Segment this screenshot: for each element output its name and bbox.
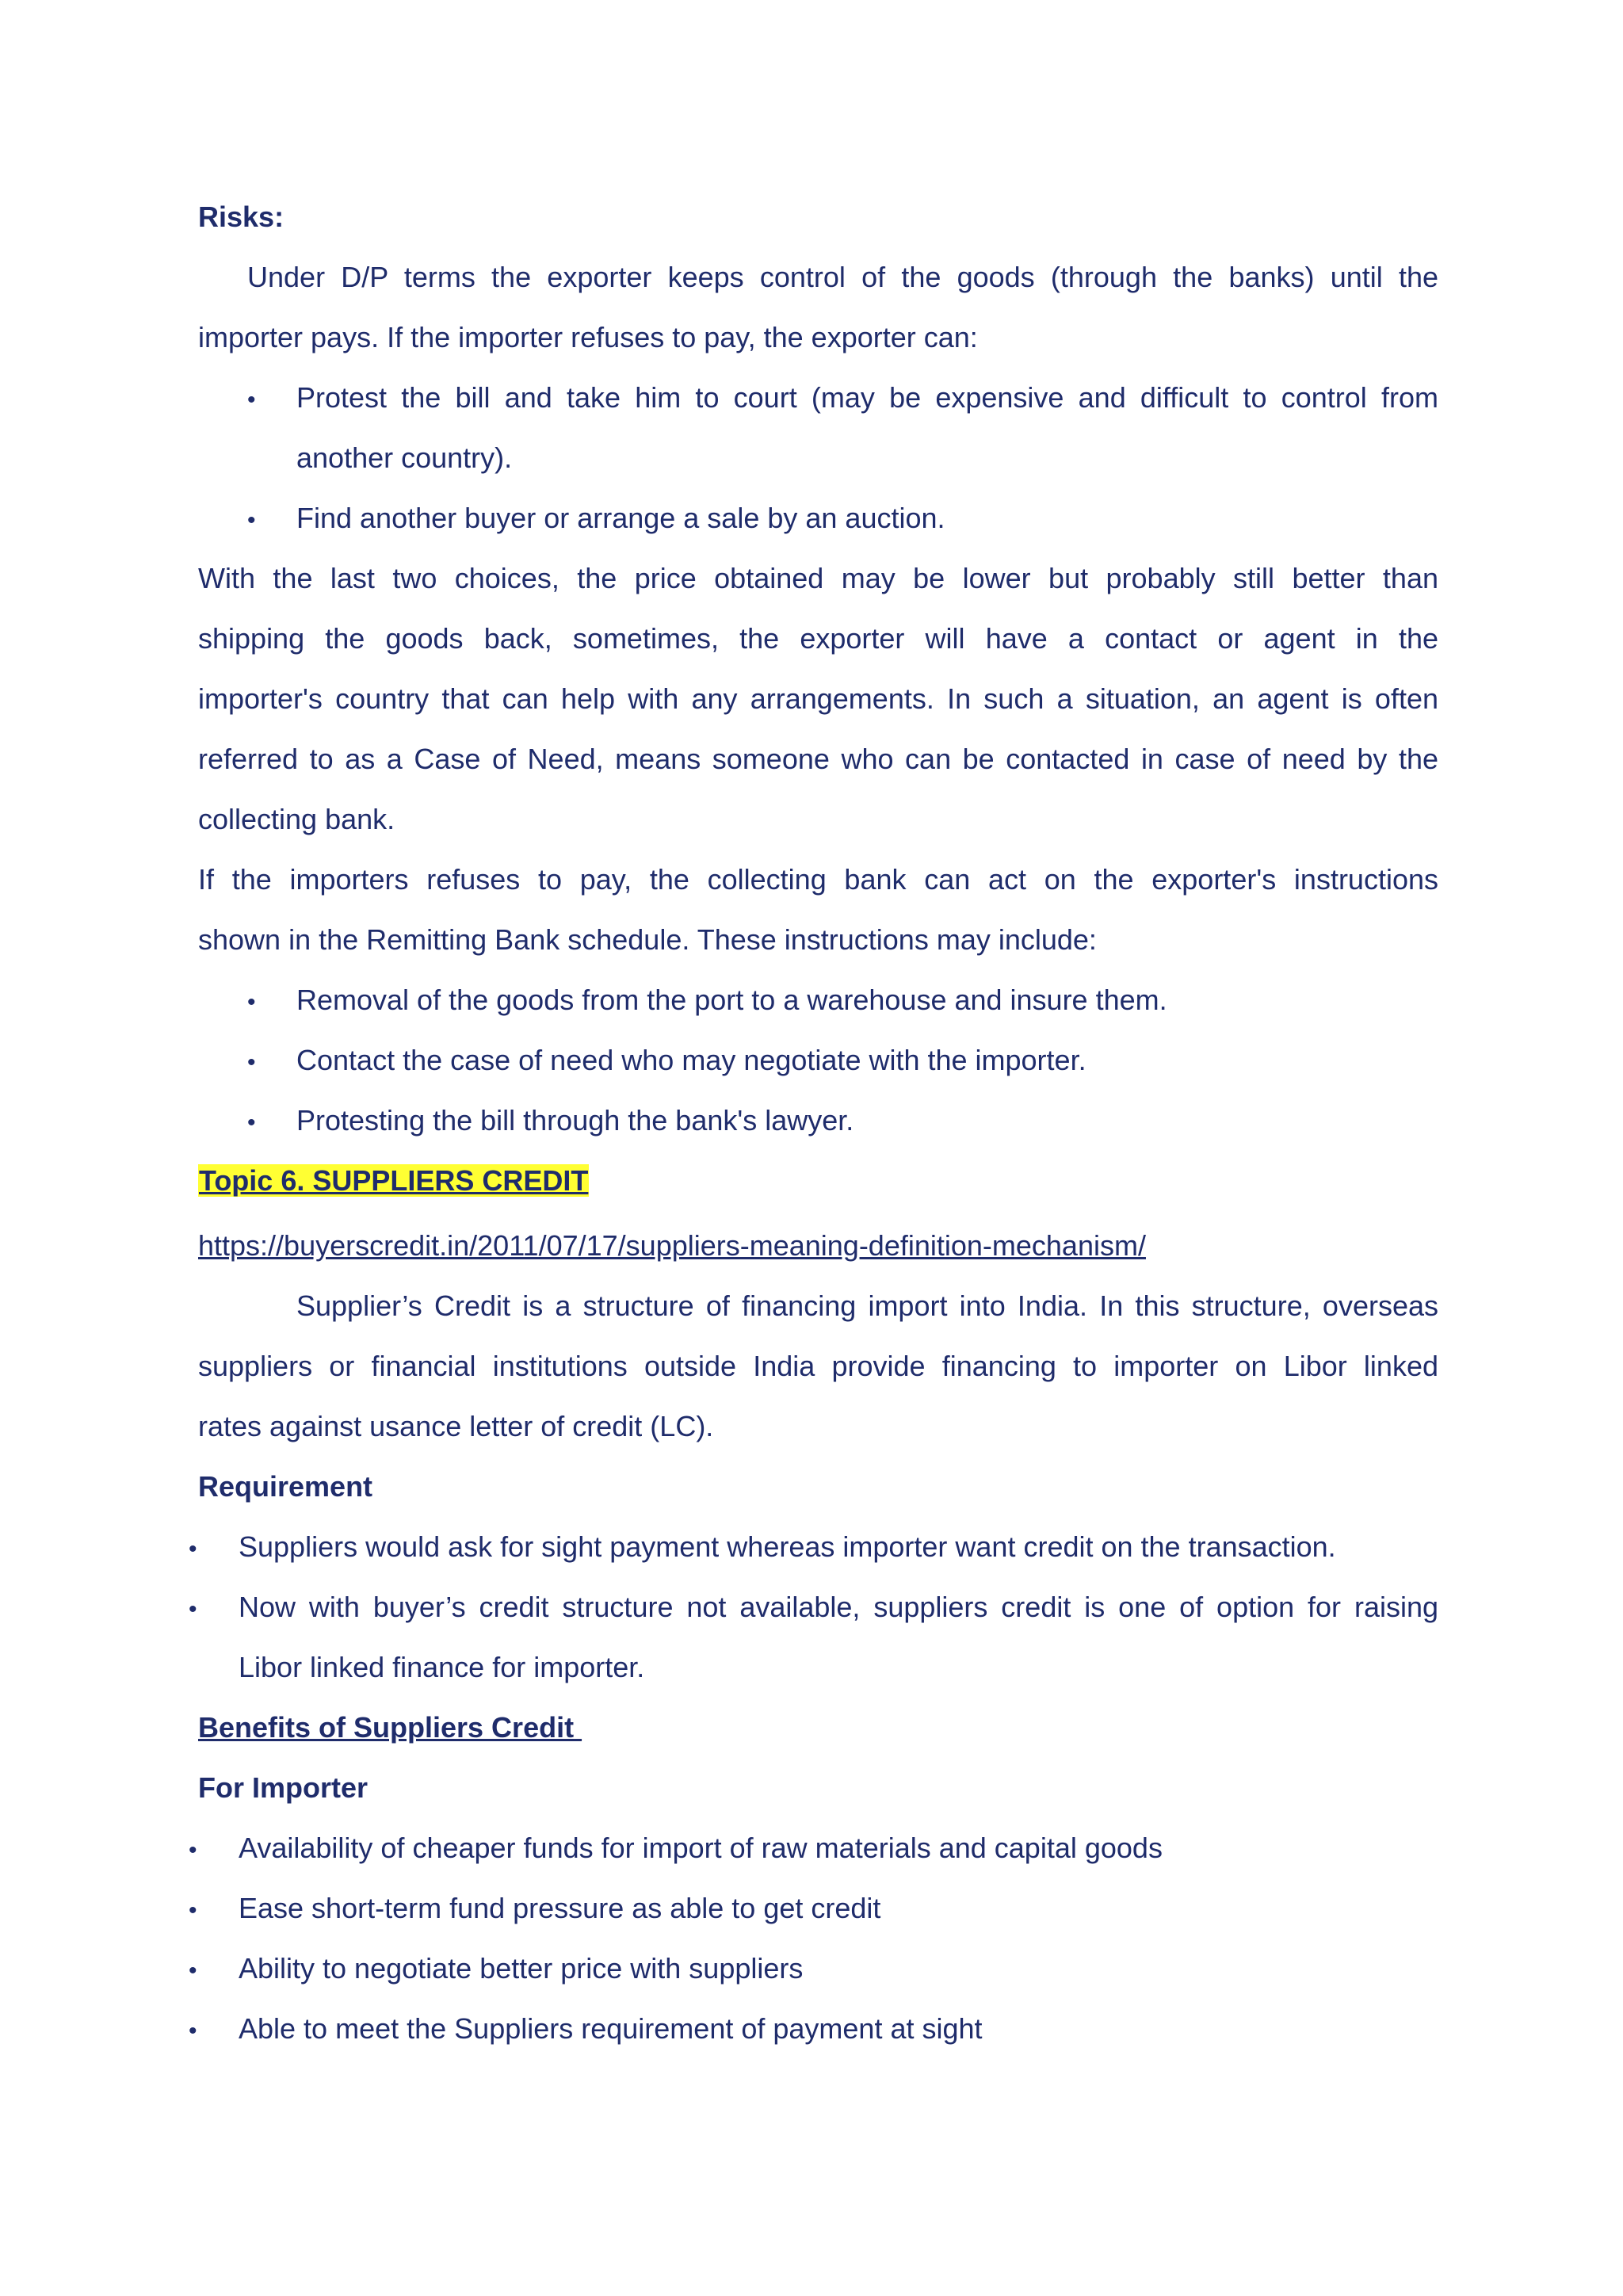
bullet-icon: •: [247, 507, 256, 533]
risks-heading: Risks:: [198, 201, 285, 233]
bullet-icon: •: [247, 1110, 256, 1136]
risks-para2-line: With the last two choices, the price obtained may be lower but probably still better than: [198, 562, 1438, 594]
instruction-item: Protesting the bill through the bank's lawyer.: [296, 1104, 854, 1137]
bullet-icon: •: [189, 1958, 197, 1984]
topic6-intro-line: Supplier’s Credit is a structure of financing import into India. In this structure, overseas: [296, 1289, 1438, 1322]
bullet-icon: •: [247, 387, 256, 413]
topic6-intro-line: rates against usance letter of credit (LC).: [198, 1410, 714, 1442]
for-importer-heading: For Importer: [198, 1771, 369, 1804]
bullet-icon: •: [189, 2018, 197, 2044]
instruction-item: Contact the case of need who may negotiate with the importer.: [296, 1044, 1086, 1076]
risks-para2-line: shipping the goods back, sometimes, the exporter will have a contact or agent in the: [198, 622, 1438, 655]
risks-para2-line: importer's country that can help with any arrangements. In such a situation, an agent is often: [198, 682, 1438, 715]
topic6-heading-row: [198, 1164, 1438, 1197]
risks-para2-line: collecting bank.: [198, 803, 395, 835]
importer-benefit-item: Ease short-term fund pressure as able to get credit: [239, 1892, 881, 1924]
risks-para1-line1: Under D/P terms the exporter keeps control of the goods (through the banks) until the: [247, 261, 1438, 293]
bullet-icon: •: [247, 1049, 256, 1075]
requirement-item-cont: Libor linked finance for importer.: [239, 1651, 645, 1683]
bullet-icon: •: [247, 989, 256, 1015]
risks-para1-line2: importer pays. If the importer refuses to pay, the exporter can:: [198, 321, 978, 353]
importer-benefit-item: Able to meet the Suppliers requirement of payment at sight: [239, 2012, 983, 2045]
risks-bullet1-line2: another country).: [296, 441, 513, 474]
risks-bullet1-line1: Protest the bill and take him to court (may be expensive and difficult to control from: [296, 381, 1438, 414]
bullet-icon: •: [189, 1897, 197, 1924]
importer-benefit-item: Ability to negotiate better price with suppliers: [239, 1952, 804, 1985]
instruction-item: Removal of the goods from the port to a warehouse and insure them.: [296, 984, 1167, 1016]
topic6-intro-line: suppliers or financial institutions outside India provide financing to importer on Libor linked: [198, 1350, 1438, 1382]
risks-bullet2-line1: Find another buyer or arrange a sale by an auction.: [296, 502, 945, 534]
topic6-heading: Topic 6. SUPPLIERS CREDIT: [199, 1164, 589, 1197]
requirement-heading: Requirement: [198, 1470, 373, 1503]
bullet-icon: •: [189, 1837, 197, 1863]
requirement-item: Now with buyer’s credit structure not available, suppliers credit is one of option for raising: [239, 1591, 1438, 1623]
risks-para3-line: If the importers refuses to pay, the collecting bank can act on the exporter's instructions: [198, 863, 1438, 896]
importer-benefit-item: Availability of cheaper funds for import of raw materials and capital goods: [239, 1832, 1163, 1864]
risks-para3-line: shown in the Remitting Bank schedule. These instructions may include:: [198, 923, 1097, 956]
bullet-icon: •: [189, 1596, 197, 1622]
risks-para2-line: referred to as a Case of Need, means someone who can be contacted in case of need by the: [198, 743, 1438, 775]
suppliers-credit-link[interactable]: https://buyerscredit.in/2011/07/17/suppliers-meaning-definition-mechanism/: [198, 1229, 1146, 1262]
bullet-icon: •: [189, 1536, 197, 1562]
benefits-heading: Benefits of Suppliers Credit: [198, 1711, 582, 1744]
requirement-item: Suppliers would ask for sight payment whereas importer want credit on the transaction.: [239, 1530, 1336, 1563]
